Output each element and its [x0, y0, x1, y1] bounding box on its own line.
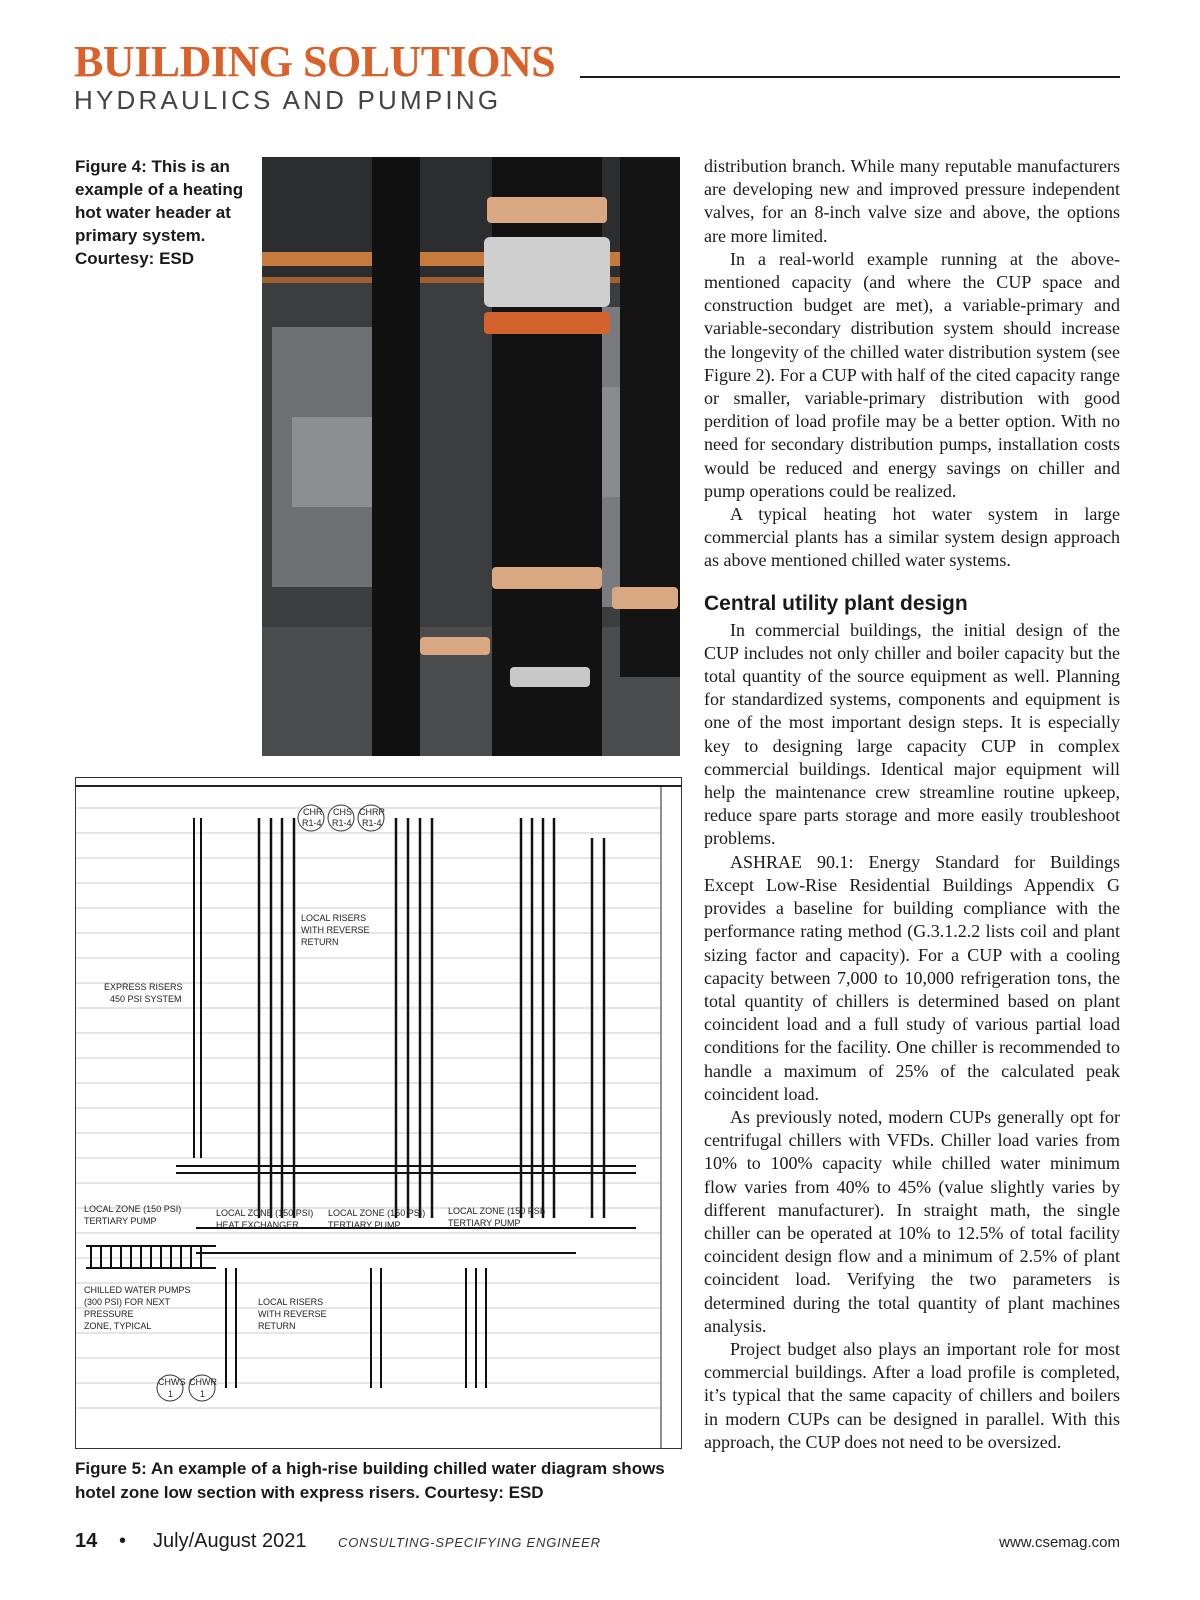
label-chwr: CHWR [189, 1377, 217, 1387]
figure4-photo [262, 157, 680, 756]
label-chw-pumps-3: PRESSURE [84, 1309, 134, 1319]
label-local-risers-top-2: WITH REVERSE [301, 925, 370, 935]
figure5-diagram [75, 777, 682, 1449]
paragraph: In commercial buildings, the initial design of the CUP includes not only chiller and boiler capacity but the total quantity of the source equipment as well. Planning for standardized systems, components and equipment is one of the most important design steps. It is especially key to designing large capacity CUP in complex commercial buildings. Identical major equipment will help the maintenance crew streamline routine upkeep, reduce spare parts storage and more easily troubleshoot problems. [704, 619, 1120, 849]
label-express-2: 450 PSI SYSTEM [110, 994, 182, 1004]
label-local-risers-bot-3: RETURN [258, 1321, 296, 1331]
label-chr-sub: R1-4 [302, 818, 322, 828]
label-lz-hx-1: LOCAL ZONE (150 PSI) [216, 1208, 314, 1218]
label-chs-sub: R1-4 [332, 818, 352, 828]
page-footer [75, 1530, 1120, 1560]
label-chrr: CHRR [359, 807, 385, 817]
label-lz-tertiary-right-1: LOCAL ZONE (150 PSI) [448, 1206, 546, 1216]
label-chws: CHWS [158, 1377, 186, 1387]
chilled-water-riser-diagram [76, 778, 681, 1448]
label-chwr-sub: 1 [200, 1389, 206, 1399]
label-chr: CHR [303, 807, 323, 817]
section-subtitle: HYDRAULICS AND PUMPING [74, 85, 502, 115]
article-body-column [704, 155, 1120, 1454]
paragraph: As previously noted, modern CUPs generally opt for centrifugal chillers with VFDs. Chiller load varies from 10% to 100% capacity while chilled water minimum flow varies from 40% to 45% (value slightly varies by different manufacturer). In straight math, the single chiller can be operated at 10% to 12.5% of total facility coincident design flow and a minimum of 2.5% of plant coincident load. Verifying the two parameters is determined during the total quantity of plant machines analysis. [704, 1106, 1120, 1336]
label-lz-tertiary-left-2: TERTIARY PUMP [84, 1216, 157, 1226]
label-chw-pumps-4: ZONE, TYPICAL [84, 1321, 152, 1331]
paragraph: distribution branch. While many reputable manufacturers are developing new and improved pressure independent valves, for an 8-inch valve size and above, the options are more limited. [704, 156, 1120, 246]
label-local-risers-bot-2: WITH REVERSE [258, 1309, 327, 1319]
label-local-risers-bot-1: LOCAL RISERS [258, 1297, 324, 1307]
section-title: BUILDING SOLUTIONS [74, 37, 556, 86]
page-number: 14 [75, 1530, 98, 1552]
pump-bank [86, 1246, 216, 1268]
label-local-risers-top-3: RETURN [301, 937, 339, 947]
label-lz-tertiary-mid-2: TERTIARY PUMP [328, 1220, 401, 1230]
paragraph: In a real-world example running at the above-mentioned capacity (and where the CUP space and construction budget are met), a variable-primary and variable-secondary distribution system should increase the longevity of the chilled water distribution system (see Figure 2). For a CUP with half of the cited capacity range or smaller, variable-primary distribution with good perdition of load profile may be a better option. With no need for secondary distribution pumps, installation costs would be reduced and energy savings on chiller and pump operations could be realized. [704, 248, 1120, 501]
figure4-caption: Figure 4: This is an example of a heating hot water header at primary system. Courtesy: ESD [75, 157, 244, 268]
section-heading: Central utility plant design [704, 591, 968, 615]
footer-bullet: • [119, 1530, 127, 1552]
label-local-risers-top-1: LOCAL RISERS [301, 913, 367, 923]
label-chw-pumps-2: (300 PSI) FOR NEXT [84, 1297, 171, 1307]
label-chw-pumps-1: CHILLED WATER PUMPS [84, 1285, 191, 1295]
paragraph: ASHRAE 90.1: Energy Standard for Buildings Except Low-Rise Residential Buildings Appendix G provides a baseline for building compliance with the performance rating method (G.3.1.2.2 lists coil and plant sizing factor and capacity). For a CUP with a cooling capacity between 7,000 to 10,000 refrigeration tons, the total quantity of chillers is determined based on plant coincident load and a full study of various partial load conditions for the facility. One chiller is recommended to handle a maximum of 25% of the calculated peak coincident load. [704, 851, 1120, 1104]
header-rule [580, 76, 1120, 78]
figure5-caption: Figure 5: An example of a high-rise building chilled water diagram shows hotel zone low section with express risers. Courtesy: ESD [75, 1459, 665, 1502]
website-link[interactable]: www.csemag.com [999, 1534, 1120, 1551]
label-lz-tertiary-mid-1: LOCAL ZONE (150 PSI) [328, 1208, 426, 1218]
label-lz-tertiary-right-2: TERTIARY PUMP [448, 1218, 521, 1228]
label-lz-tertiary-left-1: LOCAL ZONE (150 PSI) [84, 1204, 182, 1214]
paragraph: A typical heating hot water system in large commercial plants has a similar system design approach as above mentioned chilled water systems. [704, 504, 1120, 571]
magazine-name: CONSULTING-SPECIFYING ENGINEER [338, 1535, 601, 1550]
issue-date: July/August 2021 [153, 1530, 307, 1552]
label-chrr-sub: R1-4 [362, 818, 382, 828]
paragraph: Project budget also plays an important role for most commercial buildings. After a load profile is completed, it’s typical that the same capacity of chillers and boilers in modern CUPs can be designed in parallel. With this approach, the CUP does not need to be oversized. [704, 1338, 1120, 1452]
pipe-left [372, 157, 420, 756]
express-risers [194, 818, 201, 1158]
label-express-1: EXPRESS RISERS [104, 982, 183, 992]
pipe-header-photo-illustration [262, 157, 680, 756]
label-chs: CHS [333, 807, 353, 817]
label-lz-hx-2: HEAT EXCHANGER [216, 1220, 299, 1230]
label-chws-sub: 1 [168, 1389, 174, 1399]
